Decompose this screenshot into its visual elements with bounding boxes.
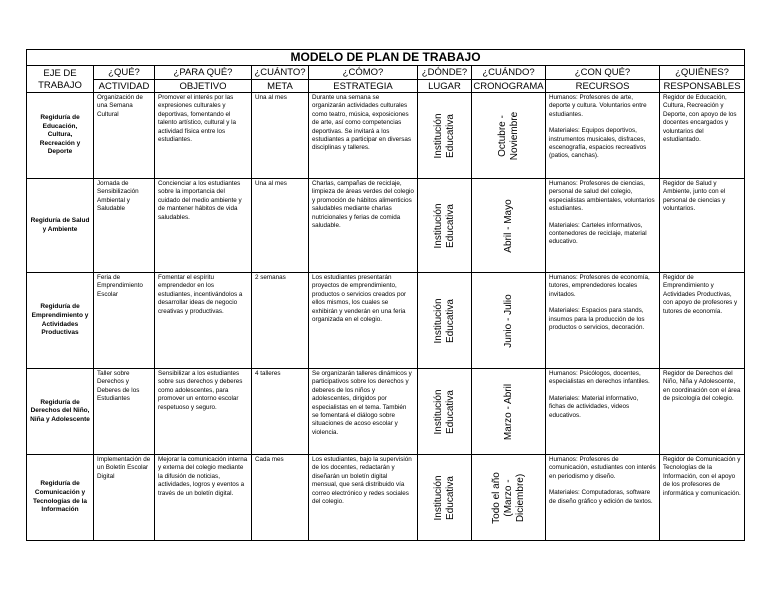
estrategia-cell: Charlas, campañas de reciclaje, limpieza de áreas verdes del colegio y promoción de hábitos alimenticios saludables mediante charlas nutricionales y ferias de comida saludable. <box>309 179 418 273</box>
eje-cell: Regiduría de Salud y Ambiente <box>27 179 94 273</box>
header-question: ¿DÓNDE? <box>418 66 472 80</box>
cronograma-cell <box>472 273 546 369</box>
eje-cell: Regiduría de Educación, Cultura, Recreación y Deporte <box>27 93 94 179</box>
recursos-humanos: Humanos: Psicólogos, docentes, especialistas en derechos infantiles. <box>549 370 650 386</box>
meta-cell: 4 talleres <box>252 369 309 455</box>
header-label: ACTIVIDAD <box>94 80 155 93</box>
actividad-cell: Feria de Emprendimiento Escolar <box>94 273 155 369</box>
header-label: RESPONSABLES <box>660 80 745 93</box>
table-row <box>27 455 745 541</box>
actividad-cell: Taller sobre Derechos y Deberes de los Estudiantes <box>94 369 155 455</box>
cronograma-text: Marzo - Abril <box>502 383 514 440</box>
lugar-cell <box>418 93 472 179</box>
eje-cell: Regiduría de Derechos del Niño, Niña y Adolescente <box>27 369 94 455</box>
header-question: ¿QUIÉNES? <box>660 66 745 80</box>
cronograma-text: Abril - Mayo <box>502 198 514 253</box>
lugar-text: Institución Educativa <box>432 474 456 521</box>
responsables-cell: Regidor de Emprendimiento y Actividades Productivas, con apoyo de profesores y tutores de economía. <box>660 273 745 369</box>
header-label: TRABAJO <box>27 80 94 93</box>
table-row <box>27 369 745 455</box>
header-label-row <box>27 80 745 93</box>
recursos-humanos: Humanos: Profesores de ciencias, personal de salud del colegio, especialistas ambientales, voluntarios estudiantes. <box>549 180 655 213</box>
header-question: ¿PARA QUÉ? <box>155 66 252 80</box>
recursos-cell <box>546 455 660 541</box>
eje-cell: Regiduría de Emprendimiento y Actividades Productivas <box>27 273 94 369</box>
recursos-materiales: Materiales: Espacios para stands, insumos para la producción de los productos o servicios, decoración. <box>549 307 645 332</box>
responsables-cell: Regidor de Salud y Ambiente, junto con el personal de ciencias y voluntarios. <box>660 179 745 273</box>
lugar-text: Institución Educativa <box>432 202 456 249</box>
work-plan-sheet <box>26 49 744 539</box>
header-question: ¿CUÁNDO? <box>472 66 546 80</box>
header-label: CRONOGRAMA <box>473 80 544 92</box>
lugar-cell <box>418 369 472 455</box>
table-row <box>27 273 745 369</box>
meta-cell: Cada mes <box>252 455 309 541</box>
lugar-text: Institución Educativa <box>432 388 456 435</box>
lugar-text: Institución Educativa <box>432 112 456 159</box>
objetivo-cell: Promover el interés por las expresiones culturales y deportivas, fomentando el talento artístico, cultural y la actividad física entre los estudiantes. <box>155 93 252 179</box>
cronograma-text: Todo el año (Marzo - Diciembre) <box>490 471 526 524</box>
responsables-cell: Regidor de Comunicación y Tecnologías de la Información, con el apoyo de los profesores de informática y comunicación. <box>660 455 745 541</box>
page-title: MODELO DE PLAN DE TRABAJO <box>27 50 745 66</box>
recursos-materiales: Materiales: Equipos deportivos, instrumentos musicales, disfraces, escenografía, espacios recreativos (patios, canchas). <box>549 127 647 160</box>
recursos-materiales: Materiales: Material informativo, fichas de actividades, videos educativos. <box>549 394 639 419</box>
estrategia-cell: Los estudiantes, bajo la supervisión de los docentes, redactarán y diseñarán un boletín digital mensual, que será distribuido vía correo electrónico y redes sociales del colegio. <box>309 455 418 541</box>
lugar-text: Institución Educativa <box>432 297 456 344</box>
cronograma-cell <box>472 369 546 455</box>
table-row <box>27 179 745 273</box>
lugar-cell <box>418 455 472 541</box>
objetivo-cell: Mejorar la comunicación interna y externa del colegio mediante la difusión de noticias, actividades, logros y eventos a través de un boletín digital. <box>155 455 252 541</box>
estrategia-cell: Los estudiantes presentarán proyectos de emprendimiento, productos o servicios creados por ellos mismos, los cuales se exhibirán y venderán en una feria organizada en el colegio. <box>309 273 418 369</box>
estrategia-cell: Durante una semana se organizarán actividades culturales como teatro, música, exposiciones de arte, así como competencias deportivas. Se invitará a los estudiantes a participar en diversas disciplinas y talleres. <box>309 93 418 179</box>
header-question: ¿CUÁNTO? <box>252 66 309 80</box>
header-label: ESTRATEGIA <box>309 80 418 93</box>
header-question: EJE DE <box>27 66 94 80</box>
lugar-cell <box>418 273 472 369</box>
recursos-humanos: Humanos: Profesores de economía, tutores, emprendedores locales invitados. <box>549 274 650 298</box>
recursos-humanos: Humanos: Profesores de comunicación, estudiantes con interés en periodismo y diseño. <box>549 456 656 480</box>
recursos-humanos: Humanos: Profesores de arte, deporte y cultura. Voluntarios entre estudiantes. <box>549 94 647 118</box>
header-question: ¿QUÉ? <box>94 66 155 80</box>
recursos-cell <box>546 369 660 455</box>
recursos-materiales: Materiales: Computadoras, software de diseño gráfico y edición de textos. <box>549 489 653 505</box>
work-plan-table <box>26 49 745 541</box>
actividad-cell: Organización de una Semana Cultural <box>94 93 155 179</box>
eje-cell: Regiduría de Comunicación y Tecnologías de la Información <box>27 455 94 541</box>
meta-cell: 2 semanas <box>252 273 309 369</box>
actividad-cell: Implementación de un Boletín Escolar Digital <box>94 455 155 541</box>
lugar-cell <box>418 179 472 273</box>
estrategia-cell: Se organizarán talleres dinámicos y participativos sobre los derechos y deberes de los niños y adolescentes, dirigidos por especialistas en el tema. También se fomentará el diálogo sobre situaciones de acoso escolar y violencia. <box>309 369 418 455</box>
responsables-cell: Regidor de Educación, Cultura, Recreación y Deporte, con apoyo de los docentes encargados y voluntarios del estudiantado. <box>660 93 745 179</box>
recursos-cell <box>546 273 660 369</box>
cronograma-text: Junio - Julio <box>502 293 514 348</box>
objetivo-cell: Sensibilizar a los estudiantes sobre sus derechos y deberes como adolescentes, para promover un entorno escolar respetuoso y seguro. <box>155 369 252 455</box>
header-label: RECURSOS <box>546 80 660 93</box>
header-question: ¿CON QUÉ? <box>546 66 660 80</box>
header-label: META <box>252 80 309 93</box>
header-label: OBJETIVO <box>155 80 252 93</box>
meta-cell: Una al mes <box>252 179 309 273</box>
recursos-cell <box>546 93 660 179</box>
objetivo-cell: Fomentar el espíritu emprendedor en los estudiantes, incentivándolos a desarrollar ideas de negocio creativas y productivas. <box>155 273 252 369</box>
cronograma-cell <box>472 455 546 541</box>
recursos-materiales: Materiales: Carteles informativos, contenedores de reciclaje, material educativo. <box>549 221 647 246</box>
actividad-cell: Jornada de Sensibilización Ambiental y Saludable <box>94 179 155 273</box>
responsables-cell: Regidor de Derechos del Niño, Niña y Adolescente, en coordinación con el área de psicología del colegio. <box>660 369 745 455</box>
cronograma-text: Octubre - Noviembre <box>496 111 520 160</box>
cronograma-cell <box>472 93 546 179</box>
recursos-cell <box>546 179 660 273</box>
cronograma-cell <box>472 179 546 273</box>
meta-cell: Una al mes <box>252 93 309 179</box>
objetivo-cell: Concienciar a los estudiantes sobre la importancia del cuidado del medio ambiente y de mantener hábitos de vida saludables. <box>155 179 252 273</box>
header-question: ¿CÓMO? <box>309 66 418 80</box>
header-question-row <box>27 66 745 80</box>
table-row <box>27 93 745 179</box>
header-label: LUGAR <box>418 80 472 93</box>
